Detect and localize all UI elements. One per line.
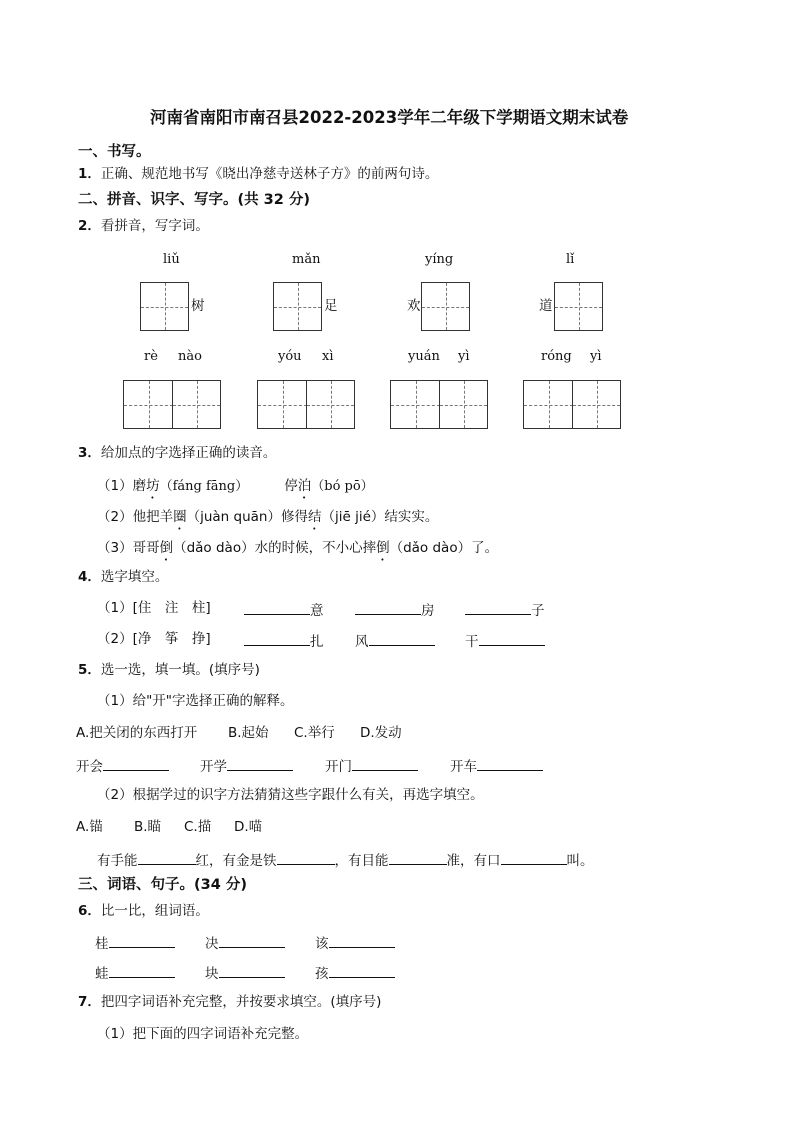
question-number: 2． <box>78 218 101 234</box>
dotted-character: 圈 <box>173 509 187 525</box>
pinyin-label: lǐ <box>566 252 575 267</box>
answer-blank[interactable] <box>109 935 175 948</box>
question-5 <box>78 664 260 678</box>
text: 风 <box>355 634 369 650</box>
fill-item <box>95 965 175 982</box>
question-text: 看拼音，写字词。 <box>100 218 209 234</box>
text: 孩 <box>315 966 329 982</box>
writing-grid-double[interactable] <box>123 380 221 429</box>
text: 红，有金是铁 <box>195 853 277 869</box>
writing-grid[interactable] <box>140 282 189 331</box>
q3-item-1 <box>97 478 374 502</box>
q7-sub-1: （1）把下面的四字词语补充完整。 <box>97 1026 309 1042</box>
writing-grid-double[interactable] <box>390 380 488 429</box>
q3-item-3 <box>97 540 498 564</box>
dotted-character: 倒 <box>159 540 174 556</box>
question-number: 1． <box>78 166 101 182</box>
pinyin-label: yì <box>458 349 470 364</box>
question-text: 选一选，填一填。(填序号) <box>100 662 260 678</box>
question-6 <box>78 905 209 919</box>
pinyin-label: xì <box>322 349 334 364</box>
pinyin-options: （bó pō） <box>311 479 374 494</box>
answer-blank[interactable] <box>369 633 435 646</box>
fill-item <box>325 758 418 775</box>
pinyin-label: yì <box>590 349 602 364</box>
answer-blank[interactable] <box>103 758 169 771</box>
text: 开学 <box>200 759 227 775</box>
q4-options-1: （1）[住 注 柱] <box>97 600 211 616</box>
text: 开门 <box>325 759 352 775</box>
text: 块 <box>205 966 219 982</box>
q5-option: C.描 <box>184 819 212 835</box>
question-text: 正确、规范地书写《晓出净慈寺送林子方》的前两句诗。 <box>100 166 439 182</box>
text: 桂 <box>95 936 109 952</box>
fill-item <box>76 758 169 775</box>
question-number: 5． <box>78 662 101 678</box>
fill-item <box>200 758 293 775</box>
q5-option: B.起始 <box>228 725 269 741</box>
q5-option: B.瞄 <box>134 819 162 835</box>
fill-item <box>205 965 285 982</box>
answer-blank[interactable] <box>109 965 175 978</box>
fill-item <box>355 602 435 619</box>
pinyin-label: mǎn <box>292 252 321 267</box>
pinyin-label: yíng <box>425 252 454 267</box>
fill-item <box>355 633 435 650</box>
q5-sub-2: （2）根据学过的识字方法猜猜这些字跟什么有关，再选字填空。 <box>97 787 484 803</box>
answer-blank[interactable] <box>244 602 310 615</box>
fill-item <box>315 935 395 952</box>
pinyin-label: liǔ <box>163 252 180 267</box>
text: 该 <box>315 936 329 952</box>
text: （3）哥哥 <box>97 540 160 556</box>
question-4 <box>78 571 168 585</box>
dotted-character: 泊 <box>297 478 312 494</box>
answer-blank[interactable] <box>138 852 196 865</box>
writing-grid-double[interactable] <box>523 380 621 429</box>
text: 蛙 <box>95 966 109 982</box>
answer-blank[interactable] <box>477 758 543 771</box>
question-number: 6． <box>78 903 101 919</box>
question-number: 4． <box>78 569 101 585</box>
answer-blank[interactable] <box>277 852 335 865</box>
answer-blank[interactable] <box>465 602 531 615</box>
question-number: 7． <box>78 994 101 1010</box>
answer-blank[interactable] <box>352 758 418 771</box>
pinyin-label: yóu <box>278 349 302 364</box>
answer-blank[interactable] <box>227 758 293 771</box>
text: 扎 <box>310 634 324 650</box>
text: 开会 <box>76 759 103 775</box>
text: 开车 <box>450 759 477 775</box>
dotted-character: 倒 <box>376 540 390 556</box>
section-1-heading: 一、书写。 <box>78 144 151 160</box>
answer-blank[interactable] <box>501 852 567 865</box>
pinyin-options: （dǎo dào）水的时候，不小心摔 <box>173 540 377 556</box>
q5-option: A.锚 <box>76 819 103 835</box>
pinyin-options: （jiē jié）结实实。 <box>321 509 439 525</box>
answer-blank[interactable] <box>389 852 447 865</box>
pinyin-label: yuán <box>408 349 440 364</box>
dotted-character: 坊 <box>146 478 160 494</box>
question-1 <box>78 168 438 182</box>
given-character: 道 <box>539 298 553 314</box>
q3-item-2 <box>97 509 438 533</box>
question-text: 给加点的字选择正确的读音。 <box>100 445 277 461</box>
fill-item <box>450 758 543 775</box>
q4-options-2: （2）[净 筝 挣] <box>97 631 211 647</box>
text: 干 <box>465 634 479 650</box>
pinyin-options: （dǎo dào）了。 <box>389 540 499 556</box>
pinyin-label: nào <box>178 349 202 364</box>
question-number: 3． <box>78 445 101 461</box>
answer-blank[interactable] <box>355 602 421 615</box>
question-text: 把四字词语补充完整，并按要求填空。(填序号) <box>100 994 382 1010</box>
question-3 <box>78 447 276 461</box>
fill-item <box>205 935 285 952</box>
pinyin-options: （juàn quān）修得 <box>186 509 308 525</box>
text: 房 <box>421 603 435 619</box>
text: 叫。 <box>566 853 594 869</box>
fill-item <box>315 965 395 982</box>
text: 有手能 <box>97 853 138 869</box>
pinyin-label: rè <box>144 349 158 364</box>
answer-blank[interactable] <box>479 633 545 646</box>
section-2-heading: 二、拼音、识字、写字。(共 32 分) <box>78 192 311 208</box>
answer-blank[interactable] <box>219 965 285 978</box>
pinyin-options: （fáng fāng） <box>159 479 249 494</box>
text: 子 <box>531 603 545 619</box>
answer-blank[interactable] <box>219 935 285 948</box>
question-text: 比一比，组词语。 <box>100 903 209 919</box>
text: 决 <box>205 936 219 952</box>
writing-grid-double[interactable] <box>257 380 355 429</box>
text: （2）他把羊 <box>97 509 174 525</box>
given-character: 足 <box>324 298 338 314</box>
given-character: 欢 <box>407 298 421 314</box>
fill-item <box>244 602 324 619</box>
q5-sentence <box>97 852 594 869</box>
answer-blank[interactable] <box>244 633 310 646</box>
answer-blank[interactable] <box>329 965 395 978</box>
writing-grid[interactable] <box>273 282 322 331</box>
question-2 <box>78 220 209 234</box>
text: 停 <box>284 478 298 494</box>
question-text: 选字填空。 <box>100 569 169 585</box>
dotted-character: 结 <box>307 509 322 525</box>
q5-sub-1: （1）给"开"字选择正确的解释。 <box>97 693 294 709</box>
writing-grid[interactable] <box>421 282 470 331</box>
page-title: 河南省南阳市南召县2022-2023学年二年级下学期语文期末试卷 <box>150 108 629 127</box>
writing-grid[interactable] <box>554 282 603 331</box>
answer-blank[interactable] <box>329 935 395 948</box>
q5-option: A.把关闭的东西打开 <box>76 725 198 741</box>
section-3-heading: 三、词语、句子。(34 分) <box>78 877 247 893</box>
text: 准，有口 <box>446 853 501 869</box>
fill-item <box>95 935 175 952</box>
text: （1）磨 <box>97 478 147 494</box>
fill-item <box>465 633 545 650</box>
given-character: 树 <box>191 298 205 314</box>
question-7 <box>78 996 381 1010</box>
fill-item <box>244 633 324 650</box>
q5-option: D.发动 <box>360 725 402 741</box>
pinyin-label: róng <box>541 349 572 364</box>
q5-option: D.喵 <box>234 819 263 835</box>
text: 意 <box>310 603 324 619</box>
fill-item <box>465 602 545 619</box>
q5-option: C.举行 <box>294 725 335 741</box>
text: ，有目能 <box>334 853 389 869</box>
